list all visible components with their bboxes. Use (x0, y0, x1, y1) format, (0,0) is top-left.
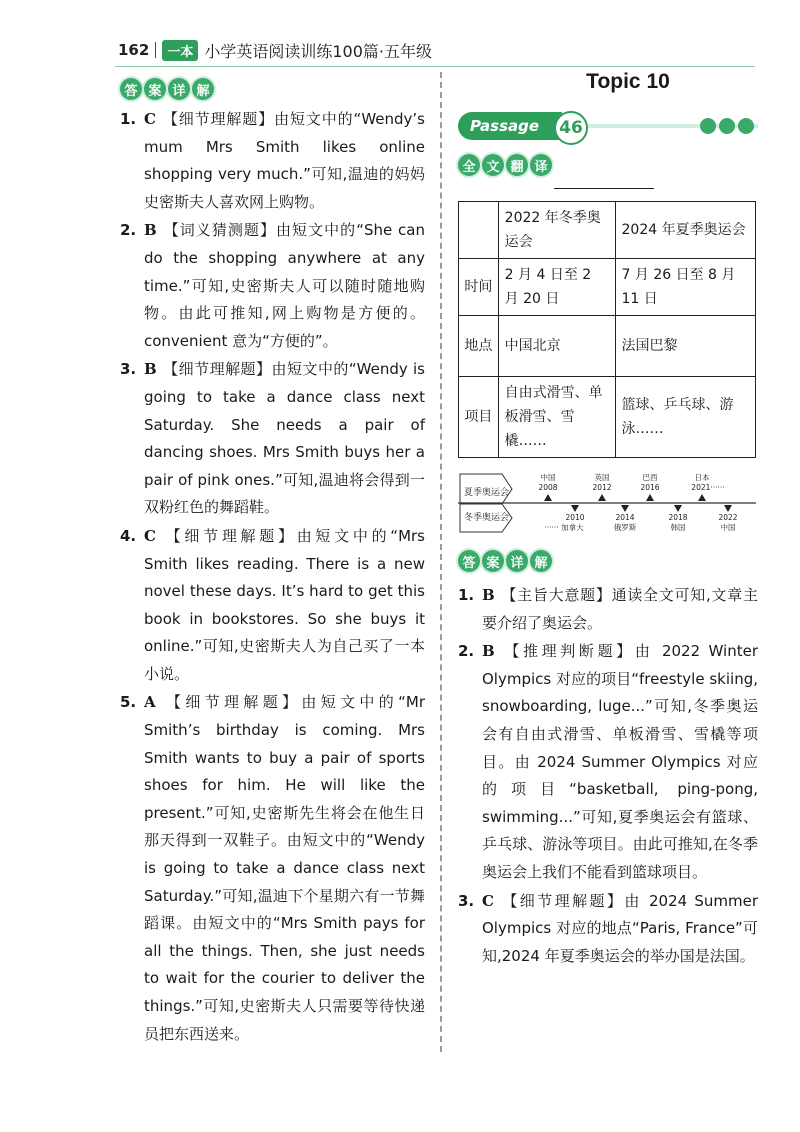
badge-char: 解 (192, 78, 214, 100)
book-logo: 一本 (162, 40, 198, 61)
table-cell: 7 月 26 日至 8 月 11 日 (615, 259, 755, 316)
answer-key: C (482, 891, 494, 910)
summer-place: 中国 (540, 473, 556, 482)
left-column (120, 78, 425, 1049)
answer-item (120, 523, 425, 689)
answer-section-badge (458, 550, 758, 572)
header-rule (115, 66, 755, 67)
badge-char: 解 (530, 550, 552, 572)
answer-item (120, 689, 425, 1048)
summer-marker (544, 494, 552, 501)
answer-text: 【推理判断题】由 2022 Winter Olympics 对应的项目“freestyle skiing, snowboarding, luge...”可知,冬季奥运会有自由式滑雪、单板滑雪、雪橇等项目。由 2024 Summer Olympics 对应的项目“basketball, ping-pong, swimming...”可知,夏季奥运会有篮球、乒乓球、游泳等项目。由此可推知,在冬季奥运会上我们不能看到篮球项目。 (482, 642, 758, 881)
answer-number: 1. (120, 110, 137, 128)
badge-char: 答 (120, 78, 142, 100)
summer-olympics-label: 夏季奥运会 (464, 488, 510, 498)
winter-marker (724, 505, 732, 512)
summer-place: 日本 (694, 473, 710, 482)
answer-list (458, 582, 758, 970)
table-cell: 篮球、乒乓球、游泳…… (615, 377, 755, 458)
answer-text: 【细节理解题】由短文中的“Wendy is going to take a dance class next Saturday. She needs a pair of dancing shoes. Mrs Smith buys her a pair of pink ones.”可知,温迪将会得到一双粉红色的舞蹈鞋。 (144, 360, 425, 517)
answer-key: B (482, 642, 495, 661)
answer-text: 【词义猜测题】由短文中的“She can do the shopping anywhere at any time.”可知,史密斯夫人可以随时随地购物。由此可推知,网上购物是方便的。convenient 意为“方便的”。 (144, 221, 425, 350)
winter-place: 中国 (720, 523, 736, 532)
table-cell: 自由式滑雪、单板滑雪、雪橇…… (498, 377, 615, 458)
answer-list (120, 106, 425, 1048)
olympics-table (458, 201, 756, 458)
table-row-head: 时间 (459, 259, 499, 316)
answer-item (120, 217, 425, 355)
summer-year: 2016 (640, 483, 660, 492)
winter-year: 2010 (565, 513, 585, 522)
page-number: 162 (118, 41, 150, 59)
table-cell: 中国北京 (498, 316, 615, 377)
badge-char: 详 (168, 78, 190, 100)
winter-marker (674, 505, 682, 512)
answer-item (458, 638, 758, 886)
decorative-dots (700, 118, 754, 134)
column-divider (440, 72, 442, 1052)
summer-place: 巴西 (642, 473, 658, 482)
answer-number: 1. (458, 586, 475, 604)
badge-char: 详 (506, 550, 528, 572)
answer-key: B (144, 221, 157, 240)
book-title: 小学英语阅读训练100篇·五年级 (204, 41, 432, 61)
table-header-cell: 2022 年冬季奥运会 (498, 202, 615, 259)
header-separator (155, 42, 156, 58)
winter-marker (571, 505, 579, 512)
winter-year: 2018 (668, 513, 688, 522)
table-row (459, 259, 756, 316)
translation-section-badge (458, 154, 758, 176)
answer-key: C (144, 110, 156, 128)
table-row (459, 377, 756, 458)
answer-text: 【主旨大意题】通读全文可知,文章主要介绍了奥运会。 (482, 586, 758, 632)
right-column (458, 70, 758, 971)
table-row-head: 地点 (459, 316, 499, 377)
table-cell: 法国巴黎 (615, 316, 755, 377)
winter-place: ······ 加拿大 (544, 523, 584, 532)
badge-char: 文 (482, 154, 504, 176)
badge-char: 案 (482, 550, 504, 572)
winter-place: 韩国 (670, 523, 686, 532)
answer-number: 5. (120, 693, 137, 712)
badge-char: 译 (530, 154, 552, 176)
answer-item (120, 356, 425, 522)
answer-number: 3. (120, 360, 137, 379)
answer-key: C (144, 526, 156, 545)
olympics-timeline (458, 470, 756, 536)
answer-item (458, 888, 758, 971)
summer-marker (646, 494, 654, 501)
badge-char: 翻 (506, 154, 528, 176)
summer-place: 英国 (594, 473, 610, 482)
answer-key: A (144, 693, 156, 712)
answer-number: 2. (120, 221, 137, 240)
winter-year: 2014 (615, 513, 635, 522)
answer-text: 【细节理解题】由短文中的“Mr Smith’s birthday is coming. Mrs Smith wants to buy a pair of sports shoes for him. He will like the present.”可知,史密斯先生将会在他生日那天得到一双鞋子。由短文中的“Wendy is going to take a dance class next Saturday.”可知,温迪下个星期六有一节舞蹈课。由短文中的“Mrs Smith pays for all the things. Then, she just needs to wait for the courier to deliver the things.”可知,史密斯夫人只需要等待快递员把东西送来。 (144, 693, 425, 1043)
summer-year: 2021······ (691, 483, 725, 492)
answer-key: B (482, 586, 495, 604)
passage-label: Passage (458, 112, 562, 140)
summer-year: 2012 (592, 483, 612, 492)
summer-marker (598, 494, 606, 501)
answer-number: 3. (458, 891, 475, 910)
answer-text: 【细节理解题】由短文中的“Wendy’s mum Mrs Smith likes online shopping very much.”可知,温迪的妈妈史密斯夫人喜欢网上购物。 (144, 110, 425, 211)
badge-char: 案 (144, 78, 166, 100)
answer-section-badge (120, 78, 425, 100)
answer-key: B (144, 360, 157, 379)
table-row (459, 316, 756, 377)
answer-text: 【细节理解题】由 2024 Summer Olympics 对应的地点“Paris, France”可知,2024 年夏季奥运会的举办国是法国。 (482, 891, 758, 965)
answer-number: 2. (458, 642, 475, 661)
answer-text: 【细节理解题】由短文中的“Mrs Smith likes reading. There is a new novel these days. It’s hard to get this book in bookstores. So she buys it online.”可知,史密斯夫人为自己买了一本小说。 (144, 526, 425, 683)
passage-banner (458, 112, 758, 142)
badge-char: 答 (458, 550, 480, 572)
answer-item (458, 582, 758, 637)
answer-item (120, 106, 425, 216)
table-cell: 2 月 4 日至 2 月 20 日 (498, 259, 615, 316)
summer-year: 2008 (538, 483, 558, 492)
winter-year: 2022 (718, 513, 738, 522)
winter-marker (621, 505, 629, 512)
topic-title: Topic 10 (586, 70, 670, 93)
table-header-row (459, 202, 756, 259)
table-row-head: 项目 (459, 377, 499, 458)
passage-number: 46 (554, 111, 588, 145)
badge-char: 全 (458, 154, 480, 176)
winter-place: 俄罗斯 (613, 523, 637, 532)
table-header-cell: 2024 年夏季奥运会 (615, 202, 755, 259)
page-header (118, 38, 432, 62)
title-blank-line (554, 188, 654, 189)
answer-number: 4. (120, 526, 137, 545)
summer-marker (698, 494, 706, 501)
table-corner-cell (459, 202, 499, 259)
winter-olympics-label: 冬季奥运会 (464, 513, 510, 523)
